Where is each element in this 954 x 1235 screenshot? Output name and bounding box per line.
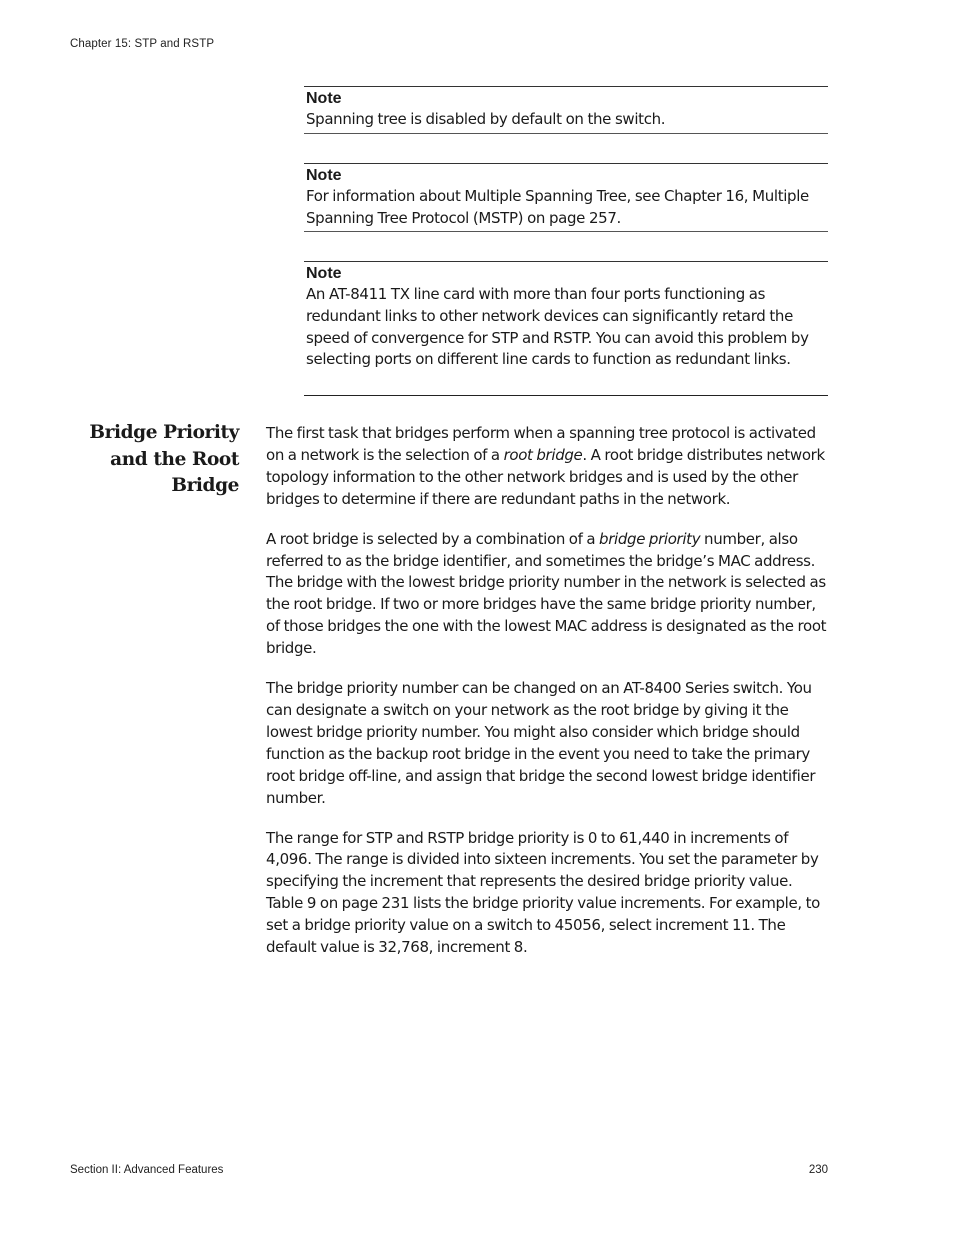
body-text [266,423,830,977]
note-text: An AT-8411 TX line card with more than four ports functioning as redundant links to other network devices can significantly retard the speed of convergence for STP and RSTP. You can avoid this problem by selecting ports on different line cards to function as redundant links. [306,285,809,369]
note-title: Note [306,167,342,184]
emphasis-term: bridge priority [599,529,701,548]
note-title: Note [306,265,342,282]
paragraph-text: . A root bridge distributes network topology information to the other network bridges and is used by the other bridges to determine if there are redundant paths in the network. [266,445,825,508]
running-footer-section: Section II: Advanced Features [70,1164,224,1176]
note-title: Note [306,90,342,107]
paragraph-text: A root bridge is selected by a combination of a [266,529,600,548]
section-heading: Bridge Priority and the Root Bridge [89,422,239,496]
note-box [304,261,828,396]
paragraph: The range for STP and RSTP bridge priority is 0 to 61,440 in increments of 4,096. The range is divided into sixteen increments. You set the parameter by specifying the increment that represents the desired bridge priority value. Table 9 on page 231 lists the bridge priority value increments. For example, to set a bridge priority value on a switch to 45056, select increment 11. The default value is 32,768, increment 8. [266,828,820,957]
note-box [304,163,828,232]
paragraph [266,423,830,511]
paragraph: The bridge priority number can be changed on an AT-8400 Series switch. You can designate a switch on your network as the root bridge by giving it the lowest bridge priority number. You might also consider which bridge should function as the backup root bridge in the event you need to take the primary root bridge off-line, and assign that bridge the second lowest bridge identifier number. [266,679,816,807]
paragraph-text: The first task that bridges perform when a spanning tree protocol is activated on a network is the selection of a [266,424,816,464]
paragraph [266,529,830,660]
emphasis-term: root bridge [503,445,583,464]
note-text: For information about Multiple Spanning Tree, see Chapter 16, Multiple Spanning Tree Protocol (MSTP) on page 257. [306,187,809,227]
running-header: Chapter 15: STP and RSTP [70,38,215,50]
page-number: 230 [808,1164,828,1176]
note-text: Spanning tree is disabled by default on the switch. [306,110,666,128]
paragraph-text: number, also referred to as the bridge identifier, and sometimes the bridge’s MAC address. The bridge with the lowest bridge priority number in the network is selected as the root bridge. If two or more bridges have the same bridge priority number, of those bridges the one with the lowest MAC address is designated as the root bridge. [266,529,827,658]
note-box [304,86,828,134]
